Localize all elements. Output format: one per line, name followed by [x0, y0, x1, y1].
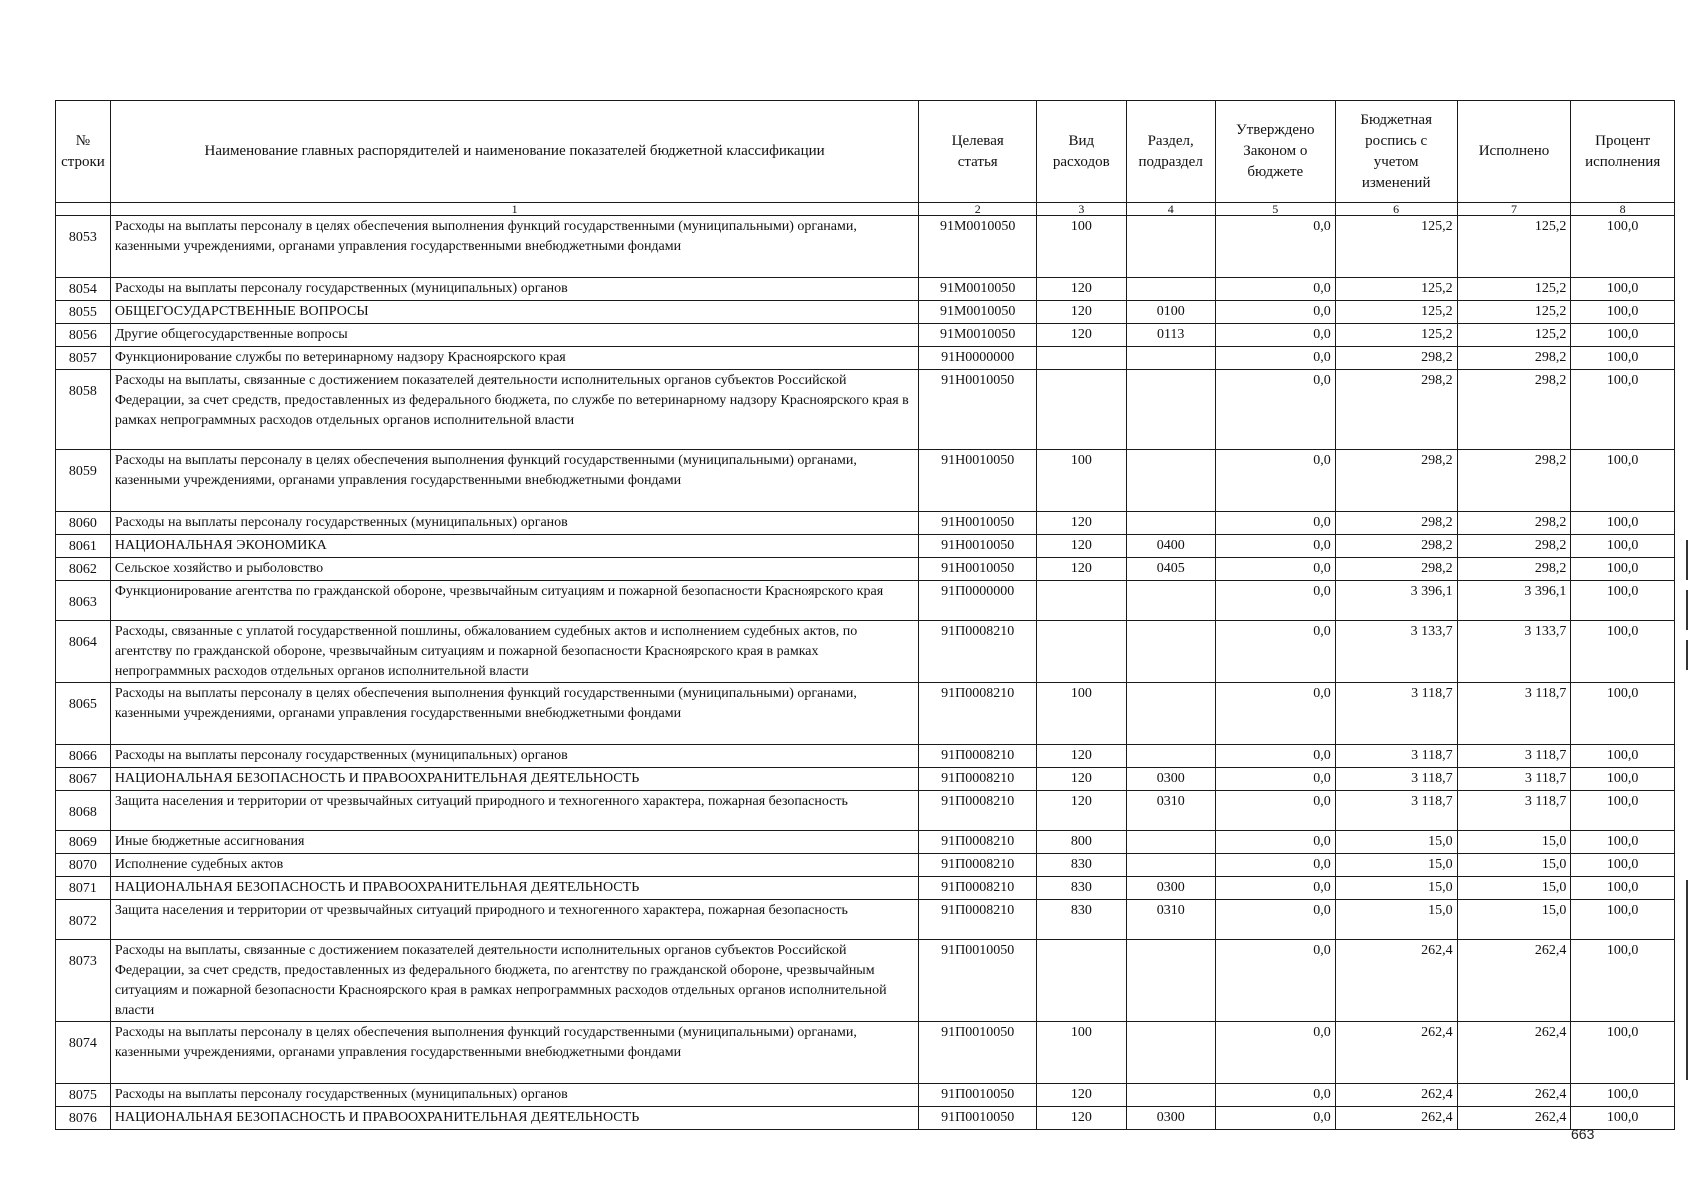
row-number: 8075: [56, 1084, 111, 1107]
row-section: 0113: [1126, 324, 1215, 347]
row-percent: 100,0: [1571, 278, 1675, 301]
row-budget-schedule: 15,0: [1335, 877, 1457, 900]
table-row: [56, 791, 1675, 831]
row-number: 8065: [56, 683, 111, 745]
row-approved: 0,0: [1215, 877, 1335, 900]
row-percent: 100,0: [1571, 1022, 1675, 1084]
row-executed: 15,0: [1457, 900, 1571, 940]
row-section: [1126, 940, 1215, 1022]
row-target-article: 91Н0010050: [919, 512, 1037, 535]
column-number: 6: [1335, 203, 1457, 216]
row-target-article: 91П0008210: [919, 831, 1037, 854]
row-name: Расходы на выплаты персоналу государственных (муниципальных) органов: [110, 278, 918, 301]
row-percent: 100,0: [1571, 450, 1675, 512]
table-row: [56, 581, 1675, 621]
table-body: [56, 216, 1675, 1130]
row-approved: 0,0: [1215, 347, 1335, 370]
row-section: [1126, 831, 1215, 854]
header-name: Наименование главных распорядителей и наименование показателей бюджетной классификации: [110, 101, 918, 203]
row-approved: 0,0: [1215, 621, 1335, 683]
row-budget-schedule: 3 133,7: [1335, 621, 1457, 683]
row-number: 8070: [56, 854, 111, 877]
row-budget-schedule: 3 118,7: [1335, 791, 1457, 831]
row-target-article: 91Н0000000: [919, 347, 1037, 370]
row-budget-schedule: 262,4: [1335, 940, 1457, 1022]
table-row: [56, 683, 1675, 745]
table-row: [56, 854, 1675, 877]
row-executed: 3 118,7: [1457, 683, 1571, 745]
row-expense-type: 120: [1037, 1084, 1126, 1107]
row-budget-schedule: 298,2: [1335, 558, 1457, 581]
row-expense-type: 120: [1037, 791, 1126, 831]
row-expense-type: 100: [1037, 216, 1126, 278]
row-target-article: 91П0010050: [919, 1022, 1037, 1084]
row-expense-type: 830: [1037, 854, 1126, 877]
row-expense-type: 830: [1037, 900, 1126, 940]
row-expense-type: 120: [1037, 324, 1126, 347]
table-row: [56, 1022, 1675, 1084]
row-expense-type: [1037, 347, 1126, 370]
header-approved: Утверждено Законом о бюджете: [1215, 101, 1335, 203]
row-budget-schedule: 125,2: [1335, 216, 1457, 278]
row-budget-schedule: 298,2: [1335, 535, 1457, 558]
row-percent: 100,0: [1571, 324, 1675, 347]
row-executed: 3 396,1: [1457, 581, 1571, 621]
row-percent: 100,0: [1571, 745, 1675, 768]
row-section: 0300: [1126, 877, 1215, 900]
row-executed: 262,4: [1457, 1022, 1571, 1084]
row-target-article: 91Н0010050: [919, 370, 1037, 450]
row-expense-type: [1037, 940, 1126, 1022]
column-number-row: [56, 203, 1675, 216]
row-approved: 0,0: [1215, 216, 1335, 278]
row-executed: 3 118,7: [1457, 791, 1571, 831]
row-section: [1126, 347, 1215, 370]
row-number: 8059: [56, 450, 111, 512]
row-name: НАЦИОНАЛЬНАЯ ЭКОНОМИКА: [110, 535, 918, 558]
row-target-article: 91Н0010050: [919, 535, 1037, 558]
row-executed: 125,2: [1457, 324, 1571, 347]
table-row: [56, 831, 1675, 854]
row-approved: 0,0: [1215, 854, 1335, 877]
row-percent: 100,0: [1571, 683, 1675, 745]
row-percent: 100,0: [1571, 216, 1675, 278]
row-expense-type: 120: [1037, 745, 1126, 768]
row-percent: 100,0: [1571, 940, 1675, 1022]
scan-edge-mark: [1686, 590, 1688, 630]
row-approved: 0,0: [1215, 581, 1335, 621]
row-approved: 0,0: [1215, 683, 1335, 745]
row-number: 8066: [56, 745, 111, 768]
row-percent: 100,0: [1571, 831, 1675, 854]
row-budget-schedule: 15,0: [1335, 831, 1457, 854]
row-target-article: 91П0008210: [919, 900, 1037, 940]
row-budget-schedule: 3 396,1: [1335, 581, 1457, 621]
row-target-article: 91Н0010050: [919, 450, 1037, 512]
row-section: [1126, 216, 1215, 278]
row-target-article: 91П0008210: [919, 745, 1037, 768]
column-number: 7: [1457, 203, 1571, 216]
column-number-blank: [56, 203, 111, 216]
row-section: [1126, 683, 1215, 745]
header-target-article: Целевая статья: [919, 101, 1037, 203]
row-percent: 100,0: [1571, 512, 1675, 535]
row-budget-schedule: 3 118,7: [1335, 768, 1457, 791]
row-budget-schedule: 298,2: [1335, 450, 1457, 512]
row-section: 0310: [1126, 791, 1215, 831]
row-approved: 0,0: [1215, 450, 1335, 512]
row-number: 8055: [56, 301, 111, 324]
row-number: 8053: [56, 216, 111, 278]
row-approved: 0,0: [1215, 900, 1335, 940]
row-name: Функционирование службы по ветеринарному надзору Красноярского края: [110, 347, 918, 370]
row-executed: 3 118,7: [1457, 745, 1571, 768]
row-name: НАЦИОНАЛЬНАЯ БЕЗОПАСНОСТЬ И ПРАВООХРАНИТЕЛЬНАЯ ДЕЯТЕЛЬНОСТЬ: [110, 1107, 918, 1130]
row-approved: 0,0: [1215, 324, 1335, 347]
table-row: [56, 301, 1675, 324]
row-executed: 262,4: [1457, 940, 1571, 1022]
table-row: [56, 745, 1675, 768]
row-expense-type: 830: [1037, 877, 1126, 900]
row-budget-schedule: 3 118,7: [1335, 745, 1457, 768]
row-executed: 298,2: [1457, 450, 1571, 512]
row-target-article: 91П0008210: [919, 854, 1037, 877]
row-executed: 262,4: [1457, 1084, 1571, 1107]
row-number: 8068: [56, 791, 111, 831]
row-percent: 100,0: [1571, 900, 1675, 940]
row-number: 8067: [56, 768, 111, 791]
table-row: [56, 1084, 1675, 1107]
table-row: [56, 512, 1675, 535]
row-percent: 100,0: [1571, 877, 1675, 900]
row-number: 8058: [56, 370, 111, 450]
row-number: 8072: [56, 900, 111, 940]
table-row: [56, 558, 1675, 581]
row-executed: 15,0: [1457, 854, 1571, 877]
row-percent: 100,0: [1571, 1107, 1675, 1130]
column-number: 1: [110, 203, 918, 216]
row-approved: 0,0: [1215, 535, 1335, 558]
scan-edge-mark: [1686, 880, 1688, 1080]
row-target-article: 91П0010050: [919, 1107, 1037, 1130]
row-section: 0300: [1126, 1107, 1215, 1130]
row-name: Исполнение судебных актов: [110, 854, 918, 877]
row-executed: 298,2: [1457, 558, 1571, 581]
row-section: [1126, 621, 1215, 683]
row-approved: 0,0: [1215, 745, 1335, 768]
row-percent: 100,0: [1571, 1084, 1675, 1107]
row-executed: 125,2: [1457, 216, 1571, 278]
row-approved: 0,0: [1215, 791, 1335, 831]
row-name: Иные бюджетные ассигнования: [110, 831, 918, 854]
row-number: 8073: [56, 940, 111, 1022]
row-percent: 100,0: [1571, 768, 1675, 791]
row-name: Расходы на выплаты персоналу в целях обеспечения выполнения функций государственными (муниципальными) органами, казенными учреждениями, органами управления государственными внебюджетными фондами: [110, 1022, 918, 1084]
row-expense-type: 120: [1037, 301, 1126, 324]
row-budget-schedule: 262,4: [1335, 1022, 1457, 1084]
row-approved: 0,0: [1215, 1084, 1335, 1107]
row-name: Защита населения и территории от чрезвычайных ситуаций природного и техногенного характера, пожарная безопасность: [110, 900, 918, 940]
row-number: 8074: [56, 1022, 111, 1084]
header-percent: Процент исполнения: [1571, 101, 1675, 203]
row-name: Расходы на выплаты персоналу в целях обеспечения выполнения функций государственными (муниципальными) органами, казенными учреждениями, органами управления государственными внебюджетными фондами: [110, 450, 918, 512]
column-number: 3: [1037, 203, 1126, 216]
row-section: [1126, 370, 1215, 450]
row-name: Расходы на выплаты персоналу в целях обеспечения выполнения функций государственными (муниципальными) органами, казенными учреждениями, органами управления государственными внебюджетными фондами: [110, 216, 918, 278]
row-target-article: 91М0010050: [919, 278, 1037, 301]
row-executed: 298,2: [1457, 535, 1571, 558]
row-name: Расходы на выплаты персоналу в целях обеспечения выполнения функций государственными (муниципальными) органами, казенными учреждениями, органами управления государственными внебюджетными фондами: [110, 683, 918, 745]
row-executed: 125,2: [1457, 278, 1571, 301]
table-row: [56, 278, 1675, 301]
row-approved: 0,0: [1215, 1107, 1335, 1130]
row-budget-schedule: 262,4: [1335, 1107, 1457, 1130]
row-approved: 0,0: [1215, 768, 1335, 791]
row-expense-type: 120: [1037, 1107, 1126, 1130]
row-section: [1126, 278, 1215, 301]
row-name: Расходы на выплаты, связанные с достижением показателей деятельности исполнительных органов субъектов Российской Федерации, за счет средств, предоставленных из федерального бюджета, по службе по ветеринарному надзору Красноярского края в рамках непрограммных расходов отдельных органов исполнительной власти: [110, 370, 918, 450]
row-percent: 100,0: [1571, 558, 1675, 581]
row-number: 8060: [56, 512, 111, 535]
row-section: [1126, 450, 1215, 512]
row-expense-type: 120: [1037, 278, 1126, 301]
column-number: 4: [1126, 203, 1215, 216]
row-number: 8061: [56, 535, 111, 558]
header-section: Раздел, подраздел: [1126, 101, 1215, 203]
row-section: 0400: [1126, 535, 1215, 558]
row-budget-schedule: 298,2: [1335, 512, 1457, 535]
row-section: [1126, 1084, 1215, 1107]
row-number: 8071: [56, 877, 111, 900]
row-name: Расходы, связанные с уплатой государственной пошлины, обжалованием судебных актов и исполнением судебных актов, по агентству по гражданской обороне, чрезвычайным ситуациям и пожарной безопасности Красноярского края в рамках непрограммных расходов отдельных органов исполнительной власти: [110, 621, 918, 683]
row-target-article: 91М0010050: [919, 216, 1037, 278]
row-name: Расходы на выплаты персоналу государственных (муниципальных) органов: [110, 1084, 918, 1107]
row-name: Расходы на выплаты, связанные с достижением показателей деятельности исполнительных органов субъектов Российской Федерации, за счет средств, предоставленных из федерального бюджета, по агентству по гражданской обороне, чрезвычайным ситуациям и пожарной безопасности Красноярского края в рамках непрограммных расходов отдельных органов исполнительной власти: [110, 940, 918, 1022]
row-executed: 125,2: [1457, 301, 1571, 324]
table-row: [56, 940, 1675, 1022]
row-expense-type: 100: [1037, 450, 1126, 512]
row-section: 0310: [1126, 900, 1215, 940]
row-target-article: 91П0010050: [919, 1084, 1037, 1107]
page-number: 663: [1571, 1126, 1595, 1142]
row-target-article: 91П0010050: [919, 940, 1037, 1022]
row-name: НАЦИОНАЛЬНАЯ БЕЗОПАСНОСТЬ И ПРАВООХРАНИТЕЛЬНАЯ ДЕЯТЕЛЬНОСТЬ: [110, 768, 918, 791]
row-percent: 100,0: [1571, 370, 1675, 450]
row-section: [1126, 745, 1215, 768]
row-number: 8063: [56, 581, 111, 621]
row-expense-type: [1037, 370, 1126, 450]
row-executed: 3 133,7: [1457, 621, 1571, 683]
row-executed: 3 118,7: [1457, 768, 1571, 791]
row-name: Сельское хозяйство и рыболовство: [110, 558, 918, 581]
row-approved: 0,0: [1215, 831, 1335, 854]
row-budget-schedule: 262,4: [1335, 1084, 1457, 1107]
row-budget-schedule: 125,2: [1335, 301, 1457, 324]
table-row: [56, 450, 1675, 512]
row-target-article: 91П0008210: [919, 683, 1037, 745]
header-row-number: № строки: [56, 101, 111, 203]
row-approved: 0,0: [1215, 370, 1335, 450]
row-target-article: 91П0008210: [919, 791, 1037, 831]
row-name: Функционирование агентства по гражданской обороне, чрезвычайным ситуациям и пожарной безопасности Красноярского края: [110, 581, 918, 621]
row-target-article: 91П0008210: [919, 768, 1037, 791]
row-target-article: 91Н0010050: [919, 558, 1037, 581]
row-number: 8057: [56, 347, 111, 370]
row-number: 8076: [56, 1107, 111, 1130]
row-target-article: 91П0008210: [919, 877, 1037, 900]
row-expense-type: 800: [1037, 831, 1126, 854]
row-executed: 298,2: [1457, 512, 1571, 535]
row-percent: 100,0: [1571, 347, 1675, 370]
row-approved: 0,0: [1215, 1022, 1335, 1084]
row-percent: 100,0: [1571, 301, 1675, 324]
table-row: [56, 324, 1675, 347]
row-executed: 15,0: [1457, 831, 1571, 854]
row-number: 8062: [56, 558, 111, 581]
scan-edge-mark: [1686, 540, 1688, 580]
row-percent: 100,0: [1571, 621, 1675, 683]
row-number: 8069: [56, 831, 111, 854]
row-target-article: 91М0010050: [919, 301, 1037, 324]
row-number: 8064: [56, 621, 111, 683]
row-approved: 0,0: [1215, 278, 1335, 301]
row-expense-type: 100: [1037, 1022, 1126, 1084]
row-approved: 0,0: [1215, 512, 1335, 535]
row-name: Расходы на выплаты персоналу государственных (муниципальных) органов: [110, 512, 918, 535]
row-budget-schedule: 125,2: [1335, 278, 1457, 301]
row-target-article: 91П0000000: [919, 581, 1037, 621]
row-budget-schedule: 125,2: [1335, 324, 1457, 347]
header-expense-type: Вид расходов: [1037, 101, 1126, 203]
column-number: 8: [1571, 203, 1675, 216]
header-budget-schedule: Бюджетная роспись с учетом изменений: [1335, 101, 1457, 203]
table-row: [56, 768, 1675, 791]
row-percent: 100,0: [1571, 581, 1675, 621]
row-expense-type: 120: [1037, 512, 1126, 535]
table-row: [56, 216, 1675, 278]
row-section: 0405: [1126, 558, 1215, 581]
budget-execution-table: [55, 100, 1675, 1130]
scan-edge-mark: [1686, 640, 1688, 670]
row-name: Другие общегосударственные вопросы: [110, 324, 918, 347]
row-target-article: 91П0008210: [919, 621, 1037, 683]
row-expense-type: 120: [1037, 558, 1126, 581]
row-executed: 298,2: [1457, 347, 1571, 370]
row-executed: 298,2: [1457, 370, 1571, 450]
row-budget-schedule: 298,2: [1335, 370, 1457, 450]
row-name: Расходы на выплаты персоналу государственных (муниципальных) органов: [110, 745, 918, 768]
column-number: 2: [919, 203, 1037, 216]
row-expense-type: 120: [1037, 535, 1126, 558]
row-expense-type: 100: [1037, 683, 1126, 745]
header-executed: Исполнено: [1457, 101, 1571, 203]
row-expense-type: [1037, 621, 1126, 683]
row-name: НАЦИОНАЛЬНАЯ БЕЗОПАСНОСТЬ И ПРАВООХРАНИТЕЛЬНАЯ ДЕЯТЕЛЬНОСТЬ: [110, 877, 918, 900]
row-approved: 0,0: [1215, 558, 1335, 581]
row-expense-type: [1037, 581, 1126, 621]
row-executed: 262,4: [1457, 1107, 1571, 1130]
row-section: [1126, 512, 1215, 535]
row-budget-schedule: 3 118,7: [1335, 683, 1457, 745]
row-name: ОБЩЕГОСУДАРСТВЕННЫЕ ВОПРОСЫ: [110, 301, 918, 324]
row-approved: 0,0: [1215, 301, 1335, 324]
row-executed: 15,0: [1457, 877, 1571, 900]
row-budget-schedule: 15,0: [1335, 900, 1457, 940]
row-budget-schedule: 15,0: [1335, 854, 1457, 877]
table-row: [56, 621, 1675, 683]
row-percent: 100,0: [1571, 535, 1675, 558]
row-percent: 100,0: [1571, 854, 1675, 877]
row-name: Защита населения и территории от чрезвычайных ситуаций природного и техногенного характера, пожарная безопасность: [110, 791, 918, 831]
row-expense-type: 120: [1037, 768, 1126, 791]
row-percent: 100,0: [1571, 791, 1675, 831]
row-approved: 0,0: [1215, 940, 1335, 1022]
row-number: 8056: [56, 324, 111, 347]
table-header: [56, 101, 1675, 216]
table-row: [56, 370, 1675, 450]
table-row: [56, 1107, 1675, 1130]
column-number: 5: [1215, 203, 1335, 216]
row-section: [1126, 854, 1215, 877]
row-section: 0100: [1126, 301, 1215, 324]
table-row: [56, 877, 1675, 900]
row-section: [1126, 1022, 1215, 1084]
row-target-article: 91М0010050: [919, 324, 1037, 347]
row-section: 0300: [1126, 768, 1215, 791]
table-row: [56, 900, 1675, 940]
table-row: [56, 535, 1675, 558]
table-row: [56, 347, 1675, 370]
row-budget-schedule: 298,2: [1335, 347, 1457, 370]
row-number: 8054: [56, 278, 111, 301]
row-section: [1126, 581, 1215, 621]
